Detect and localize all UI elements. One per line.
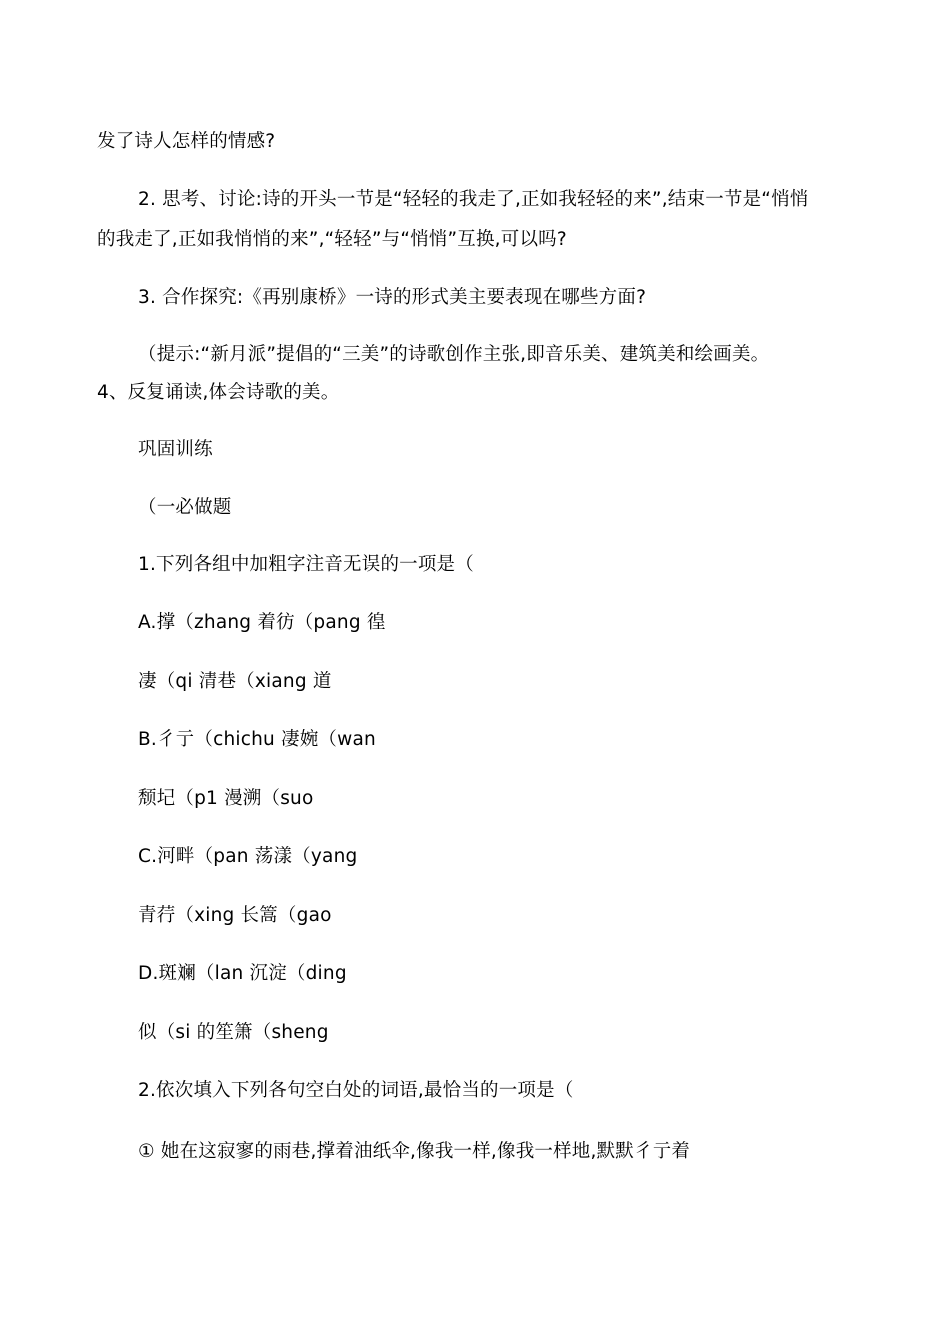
text-line-exercise-1: 1.下列各组中加粗字注音无误的一项是（ xyxy=(138,554,474,575)
option-c-line-2: 青荇（xing 长篙（gao xyxy=(138,905,332,926)
text-line-hint: （提示:“新月派”提倡的“三美”的诗歌创作主张,即音乐美、建筑美和绘画美。 xyxy=(138,344,770,365)
option-b-line-2: 颓圮（p1 漫溯（suo xyxy=(138,788,314,809)
text-line-question-2: 2. 思考、讨论:诗的开头一节是“轻轻的我走了,正如我轻轻的来”,结束一节是“悄悄 xyxy=(138,189,809,210)
subheading-required: （一必做题 xyxy=(138,497,232,518)
text-line-sentence-1: ① 她在这寂寥的雨巷,撑着油纸伞,像我一样,像我一样地,默默彳亍着 xyxy=(138,1141,691,1162)
text-line-question-2-cont: 的我走了,正如我悄悄的来”,“轻轻”与“悄悄”互换,可以吗? xyxy=(97,229,567,250)
text-line-item-4: 4、反复诵读,体会诗歌的美。 xyxy=(97,382,340,403)
text-line-question-3: 3. 合作探究:《再别康桥》一诗的形式美主要表现在哪些方面? xyxy=(138,287,647,308)
option-a-line-2: 凄（qi 清巷（xiang 道 xyxy=(138,671,332,692)
option-a-line-1: A.撑（zhang 着彷（pang 徨 xyxy=(138,612,386,633)
text-line-exercise-2: 2.依次填入下列各句空白处的词语,最恰当的一项是（ xyxy=(138,1080,574,1101)
option-c-line-1: C.河畔（pan 荡漾（yang xyxy=(138,846,358,867)
option-d-line-1: D.斑斓（lan 沉淀（ding xyxy=(138,963,347,984)
section-heading-practice: 巩固训练 xyxy=(138,439,213,460)
text-line-emotion-question: 发了诗人怎样的情感? xyxy=(97,131,276,152)
option-b-line-1: B.彳亍（chichu 凄婉（wan xyxy=(138,729,376,750)
option-d-line-2: 似（si 的笙箫（sheng xyxy=(138,1022,329,1043)
